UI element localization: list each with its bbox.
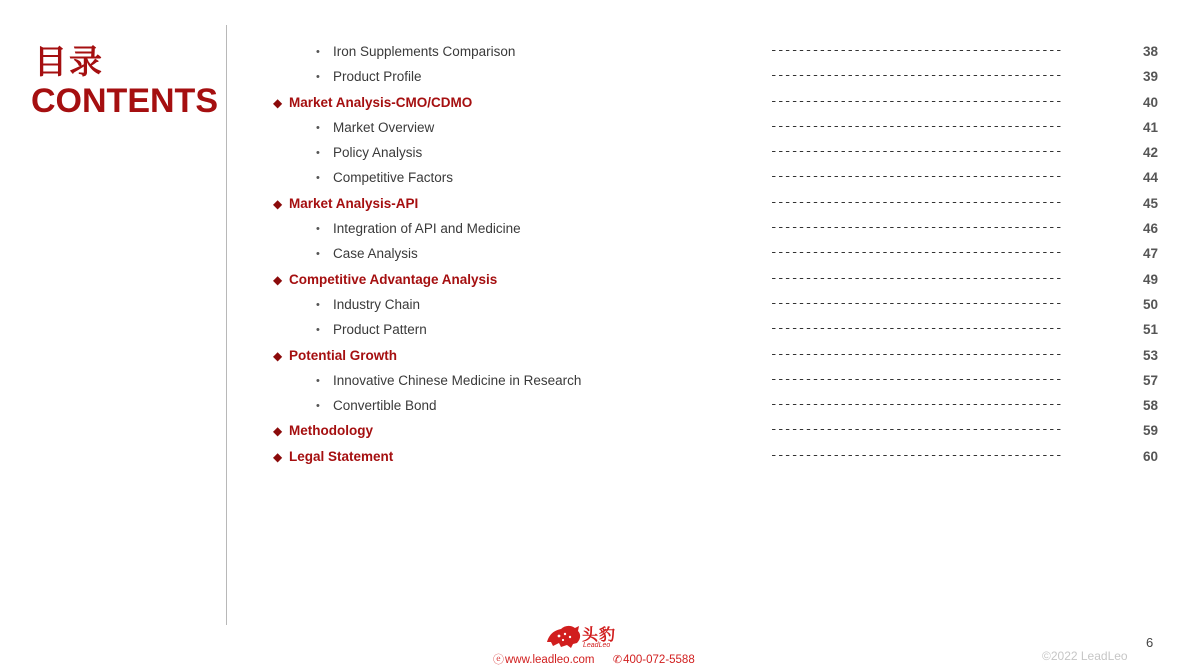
- dot-bullet-icon: •: [316, 400, 320, 413]
- dot-bullet-icon: •: [316, 248, 320, 261]
- toc-entry-label[interactable]: Policy Analysis: [333, 145, 423, 161]
- toc-page-number: 51: [1142, 322, 1158, 338]
- title-chinese: 目录: [34, 42, 104, 81]
- diamond-bullet-icon: ◆: [273, 95, 283, 110]
- toc-leader-dashes: ------------------------------------------: [770, 170, 1062, 185]
- dot-bullet-icon: •: [316, 172, 320, 185]
- toc-leader-dashes: ------------------------------------------: [770, 448, 1062, 463]
- diamond-bullet-icon: ◆: [273, 348, 283, 363]
- toc-subsection-row[interactable]: [0, 216, 1190, 241]
- toc-entry-label[interactable]: Product Profile: [333, 69, 422, 85]
- toc-leader-dashes: ------------------------------------------: [770, 44, 1062, 58]
- toc-page-number: 46: [1142, 221, 1158, 237]
- footer-contact: [493, 651, 695, 667]
- toc-page-number: 38: [1142, 44, 1158, 59]
- toc-subsection-row[interactable]: [0, 140, 1190, 165]
- toc-page-number: 44: [1142, 170, 1158, 186]
- table-of-contents: [0, 39, 1190, 469]
- toc-entry-label[interactable]: Competitive Advantage Analysis: [289, 271, 498, 287]
- toc-section-row[interactable]: [0, 418, 1190, 443]
- toc-leader-dashes: ------------------------------------------: [770, 195, 1062, 210]
- toc-leader-dashes: ------------------------------------------: [770, 271, 1062, 286]
- toc-leader-dashes: ------------------------------------------: [770, 322, 1062, 337]
- diamond-bullet-icon: ◆: [273, 424, 283, 439]
- website-link[interactable]: www.leadleo.com: [505, 654, 595, 666]
- toc-page-number: 49: [1142, 271, 1158, 287]
- toc-entry-label[interactable]: Product Pattern: [333, 322, 427, 338]
- toc-entry-label[interactable]: Industry Chain: [333, 296, 421, 312]
- toc-leader-dashes: ------------------------------------------: [770, 347, 1062, 362]
- toc-section-row[interactable]: [0, 343, 1190, 368]
- toc-subsection-row[interactable]: [0, 64, 1190, 89]
- toc-section-row[interactable]: [0, 444, 1190, 469]
- toc-leader-dashes: ------------------------------------------: [770, 119, 1062, 134]
- dot-bullet-icon: •: [316, 324, 320, 337]
- toc-leader-dashes: ------------------------------------------: [770, 69, 1062, 84]
- toc-subsection-row[interactable]: [0, 165, 1190, 190]
- toc-section-row[interactable]: [0, 191, 1190, 216]
- toc-leader-dashes: ------------------------------------------: [770, 372, 1062, 387]
- toc-leader-dashes: ------------------------------------------: [770, 296, 1062, 311]
- toc-leader-dashes: ------------------------------------------: [770, 221, 1062, 236]
- toc-leader-dashes: ------------------------------------------: [770, 423, 1062, 438]
- diamond-bullet-icon: ◆: [273, 449, 283, 464]
- dot-bullet-icon: •: [316, 298, 320, 311]
- toc-leader-dashes: ------------------------------------------: [770, 246, 1062, 261]
- dot-bullet-icon: •: [316, 374, 320, 387]
- toc-entry-label[interactable]: Market Overview: [333, 119, 435, 135]
- diamond-bullet-icon: ◆: [273, 272, 283, 287]
- toc-subsection-row[interactable]: [0, 368, 1190, 393]
- toc-subsection-row[interactable]: [0, 317, 1190, 342]
- dot-bullet-icon: •: [316, 121, 320, 134]
- toc-page-number: 45: [1142, 195, 1158, 211]
- toc-page-number: 40: [1142, 94, 1158, 110]
- toc-page-number: 39: [1142, 69, 1158, 85]
- toc-entry-label[interactable]: Methodology: [289, 423, 373, 439]
- toc-entry-label[interactable]: Potential Growth: [289, 347, 397, 363]
- toc-subsection-row[interactable]: [0, 292, 1190, 317]
- toc-entry-label[interactable]: Market Analysis-API: [289, 195, 419, 211]
- title-english: CONTENTS: [31, 82, 218, 120]
- e-icon: ⓔ: [493, 654, 504, 666]
- toc-section-row[interactable]: [0, 267, 1190, 292]
- toc-subsection-row[interactable]: [0, 115, 1190, 140]
- toc-page-number: 53: [1142, 347, 1158, 363]
- dot-bullet-icon: •: [316, 71, 320, 84]
- dot-bullet-icon: •: [316, 46, 320, 58]
- toc-entry-label[interactable]: Case Analysis: [333, 246, 418, 262]
- toc-leader-dashes: ------------------------------------------: [770, 94, 1062, 109]
- dot-bullet-icon: •: [316, 223, 320, 236]
- page-number: 6: [1146, 635, 1154, 650]
- toc-page-number: 41: [1142, 119, 1158, 135]
- toc-page-number: 58: [1142, 398, 1158, 414]
- toc-page-number: 42: [1142, 145, 1158, 161]
- toc-entry-label[interactable]: Market Analysis-CMO/CDMO: [289, 94, 473, 110]
- toc-subsection-row[interactable]: [0, 241, 1190, 266]
- dot-bullet-icon: •: [316, 147, 320, 160]
- toc-entry-label[interactable]: Legal Statement: [289, 448, 394, 464]
- diamond-bullet-icon: ◆: [273, 196, 283, 211]
- phone-icon: ✆: [612, 654, 623, 666]
- toc-subsection-row[interactable]: [0, 393, 1190, 418]
- toc-subsection-row[interactable]: [0, 39, 1190, 64]
- toc-entry-label[interactable]: Convertible Bond: [333, 398, 437, 414]
- toc-page-number: 50: [1142, 296, 1158, 312]
- toc-leader-dashes: ------------------------------------------: [770, 145, 1062, 160]
- toc-leader-dashes: ------------------------------------------: [770, 398, 1062, 413]
- logo-text: 头豹: [582, 625, 617, 644]
- toc-entry-label[interactable]: Iron Supplements Comparison: [333, 44, 516, 59]
- phone-number: 400-072-5588: [623, 654, 695, 666]
- copyright-text: ©2022 LeadLeo: [1042, 649, 1128, 663]
- toc-page-number: 47: [1142, 246, 1158, 262]
- toc-page-number: 60: [1142, 448, 1158, 464]
- toc-entry-label[interactable]: Competitive Factors: [333, 170, 454, 186]
- toc-section-row[interactable]: [0, 90, 1190, 115]
- toc-page-number: 57: [1142, 372, 1158, 388]
- toc-entry-label[interactable]: Integration of API and Medicine: [333, 221, 521, 237]
- logo-subtext: LeadLeo: [583, 642, 611, 649]
- toc-entry-label[interactable]: Innovative Chinese Medicine in Research: [333, 372, 582, 388]
- toc-page-number: 59: [1142, 423, 1158, 439]
